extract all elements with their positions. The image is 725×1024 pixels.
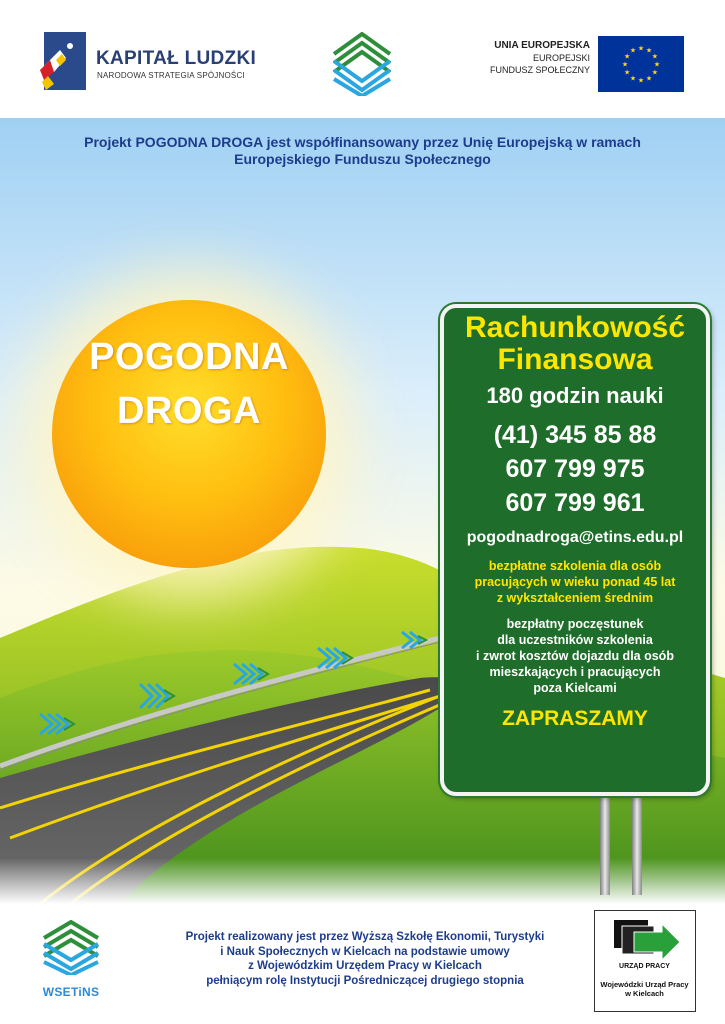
offer-line: pracujących w wieku ponad 45 lat	[474, 575, 676, 589]
eu-line-2: EUROPEJSKI	[532, 53, 590, 63]
footer-project-info	[150, 930, 580, 988]
phone-list	[448, 418, 702, 520]
email-link[interactable]: pogodnadroga@etins.edu.pl	[466, 529, 684, 546]
eu-star-icon: ★	[624, 68, 631, 77]
eu-star-icon: ★	[653, 60, 661, 69]
urzad-pracy-arrow-icon	[608, 918, 682, 962]
eu-line-3: FUNDUSZ SPOŁECZNY	[489, 65, 590, 75]
eu-flag-icon	[598, 36, 684, 92]
eu-star-icon: ★	[637, 44, 645, 53]
cofinance-line-1: Projekt POGODNA DROGA jest współfinansowany przez Unię Europejską w ramach	[84, 134, 641, 150]
eu-star-icon: ★	[645, 74, 653, 83]
wsetins-logo-icon	[40, 920, 102, 975]
info-sign-content	[448, 312, 702, 732]
eu-star-icon: ★	[645, 46, 653, 55]
eu-star-icon: ★	[629, 74, 637, 83]
eu-star-icon: ★	[651, 52, 658, 61]
kapital-ludzki-logo-icon	[40, 32, 86, 90]
benefit-line: i zwrot kosztów dojazdu dla osób	[476, 649, 674, 663]
course-title-line-2: Finansowa	[497, 343, 653, 376]
urzad-pracy-label: URZĄD PRACY	[619, 963, 670, 970]
eu-line-1: UNIA EUROPEJSKA	[494, 40, 590, 51]
phone-number[interactable]: (41) 345 85 88	[493, 421, 657, 449]
urzad-pracy-sub-line: w Kielcach	[625, 989, 664, 998]
footer-line: Projekt realizowany jest przez Wyższą Szkołę Ekonomii, Turystyki	[185, 931, 545, 943]
eu-star-icon: ★	[624, 52, 631, 61]
urzad-pracy-sub-line: Wojewódzki Urząd Pracy	[600, 980, 689, 989]
urzad-pracy-subtitle	[597, 980, 692, 998]
benefit-line: bezpłatny poczęstunek	[506, 617, 644, 631]
cofinance-line-2: Europejskiego Funduszu Społecznego	[234, 151, 491, 167]
eu-star-icon: ★	[621, 60, 629, 69]
sun-title-line-1: POGODNA	[89, 336, 289, 378]
offer-line: bezpłatne szkolenia dla osób	[488, 559, 662, 573]
eu-star-icon: ★	[637, 76, 645, 85]
phone-number[interactable]: 607 799 975	[505, 455, 645, 483]
benefit-line: poza Kielcami	[533, 681, 617, 695]
invite-text: ZAPRASZAMY	[502, 707, 648, 730]
kapital-ludzki-subtitle: NARODOWA STRATEGIA SPÓJNOŚCI	[97, 71, 245, 80]
sign-post-left	[600, 790, 610, 895]
eu-star-icon: ★	[651, 68, 658, 77]
sun-title-line-2: DROGA	[117, 390, 261, 432]
footer-line: i Nauk Społecznych w Kielcach na podstawie umowy	[220, 945, 510, 958]
footer-line: z Wojewódzkim Urzędem Pracy w Kielcach	[248, 960, 482, 972]
cofinance-notice	[20, 134, 705, 168]
footer-line: pełniącym rolę Instytucji Pośredniczącej drugiego stopnia	[206, 974, 524, 987]
sign-post-right	[632, 790, 642, 895]
phone-number[interactable]: 607 799 961	[505, 489, 645, 517]
kapital-ludzki-title: KAPITAŁ LUDZKI	[96, 48, 257, 69]
offer-line: z wykształceniem średnim	[496, 591, 654, 605]
sun-title	[52, 330, 326, 438]
benefit-text	[448, 616, 702, 696]
chevron-arrows-logo-icon	[328, 32, 396, 96]
eu-text-block	[440, 40, 590, 76]
course-title-line-1: Rachunkowość	[464, 311, 686, 344]
course-hours: 180 godzin nauki	[486, 383, 664, 408]
offer-text	[448, 558, 702, 606]
benefit-line: mieszkających i pracujących	[489, 665, 661, 679]
wsetins-label: WSETiNS	[42, 985, 100, 999]
eu-star-icon: ★	[629, 46, 637, 55]
benefit-line: dla uczestników szkolenia	[497, 633, 653, 647]
